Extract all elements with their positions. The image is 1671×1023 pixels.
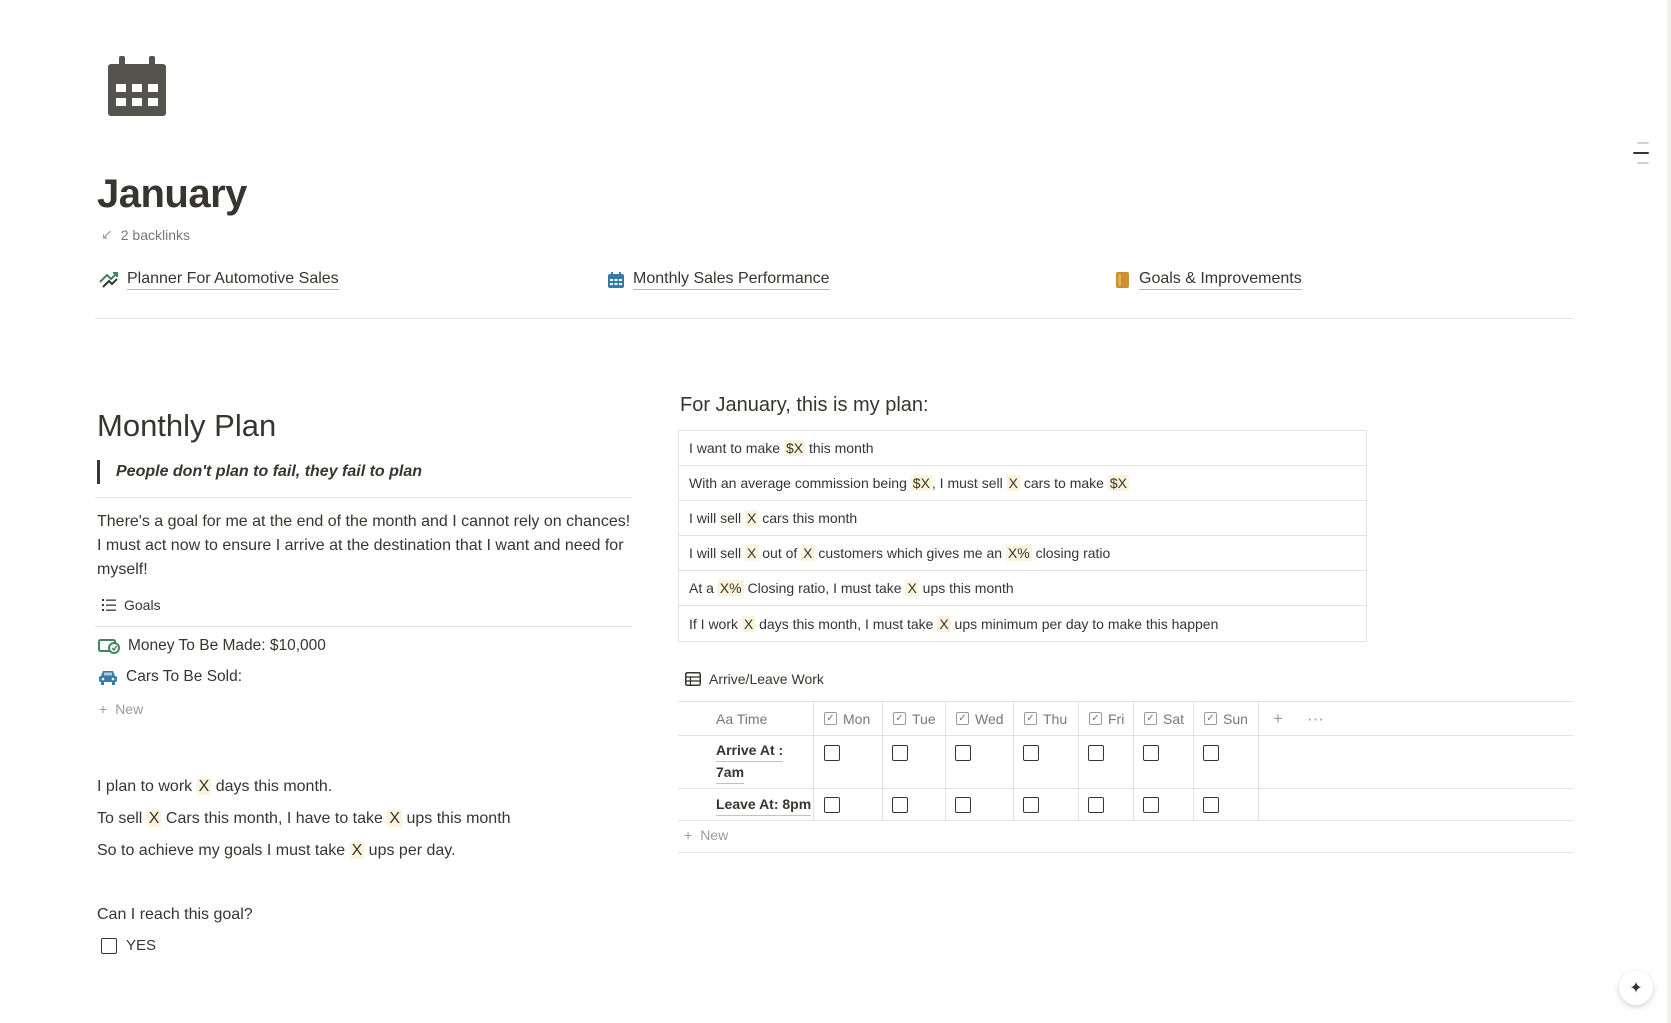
book-icon xyxy=(1115,271,1131,289)
calendar-icon xyxy=(607,271,625,289)
checkbox-cell-thu[interactable] xyxy=(1014,736,1079,788)
plus-icon[interactable]: + xyxy=(1273,708,1283,728)
plan-row[interactable]: At a X% Closing ratio, I must take X ups this month xyxy=(679,571,1366,606)
question-line[interactable]: Can I reach this goal? xyxy=(97,906,253,923)
time-cell[interactable]: Arrive At : 7am xyxy=(678,736,814,788)
checkbox-cell-thu[interactable] xyxy=(1014,789,1079,820)
checkbox-cell-fri[interactable] xyxy=(1079,789,1134,820)
table-of-contents-indicator[interactable] xyxy=(1633,142,1649,172)
checkbox[interactable] xyxy=(1088,745,1104,761)
time-cell[interactable]: Leave At: 8pm xyxy=(678,789,814,820)
checkbox[interactable] xyxy=(1203,745,1219,761)
column-header-fri[interactable]: ✓ Fri xyxy=(1079,702,1134,735)
column-header-thu[interactable]: ✓ Thu xyxy=(1014,702,1079,735)
checkbox[interactable] xyxy=(1143,797,1159,813)
column-header-tue[interactable]: ✓ Tue xyxy=(883,702,946,735)
divider xyxy=(95,497,632,498)
column-header-time[interactable]: Aa Time xyxy=(678,702,814,735)
new-label: New xyxy=(700,827,729,843)
checkbox-cell-wed[interactable] xyxy=(946,789,1014,820)
plan-row[interactable]: If I work X days this month, I must take X ups minimum per day to make this happen xyxy=(689,615,1219,632)
plan-row[interactable]: I want to make $X this month xyxy=(679,431,1366,466)
goal-item-money[interactable] xyxy=(98,637,326,655)
backlink-arrow-icon: ↙ xyxy=(101,226,113,242)
calendar-icon xyxy=(106,56,168,118)
link-goals-and-improvements[interactable] xyxy=(1115,270,1302,290)
ellipsis-icon[interactable]: ··· xyxy=(1306,708,1324,728)
checkbox[interactable] xyxy=(824,745,840,761)
yes-todo[interactable] xyxy=(101,937,156,954)
checkbox[interactable] xyxy=(892,745,908,761)
new-label: New xyxy=(115,701,144,717)
checkbox[interactable] xyxy=(1023,745,1039,761)
link-label: Planner For Automotive Sales xyxy=(127,270,339,290)
goal-item-cars[interactable] xyxy=(98,668,242,686)
goals-view-tab[interactable] xyxy=(102,597,161,613)
checkbox[interactable] xyxy=(955,797,971,813)
plus-icon: + xyxy=(99,701,108,717)
divider xyxy=(95,626,632,627)
trend-arrow-icon xyxy=(99,271,119,289)
work-days-line[interactable]: I plan to work X days this month. xyxy=(97,778,333,795)
goal-label: Money To Be Made: $10,000 xyxy=(128,637,326,654)
checkbox-cell-sat[interactable] xyxy=(1134,736,1194,788)
checkbox[interactable] xyxy=(892,797,908,813)
link-label: Monthly Sales Performance xyxy=(633,270,830,290)
column-header-sat[interactable]: ✓ Sat xyxy=(1134,702,1194,735)
intro-paragraph[interactable]: There's a goal for me at the end of the month and I cannot rely on chances! I must act now to ensure I arrive at the destination that I want and need for myself! xyxy=(97,513,631,578)
plan-row[interactable]: I will sell X cars this month xyxy=(679,501,1366,536)
divider xyxy=(678,852,1573,853)
db-header-row xyxy=(678,701,1573,735)
backlinks[interactable] xyxy=(101,226,190,243)
link-label: Goals & Improvements xyxy=(1139,270,1302,290)
car-icon xyxy=(98,669,118,685)
checkbox[interactable] xyxy=(955,745,971,761)
column-header-sun[interactable]: ✓ Sun xyxy=(1194,702,1259,735)
yes-label: YES xyxy=(126,937,157,954)
checkbox-property-icon: ✓ xyxy=(893,712,906,725)
checkbox-property-icon: ✓ xyxy=(1144,712,1157,725)
column-header-wed[interactable]: ✓ Wed xyxy=(946,702,1014,735)
checkbox-property-icon: ✓ xyxy=(1089,712,1102,725)
yes-checkbox[interactable] xyxy=(101,938,117,954)
divider xyxy=(95,318,1573,319)
checkbox-cell-sun[interactable] xyxy=(1194,789,1259,820)
list-icon xyxy=(102,599,116,611)
plan-table xyxy=(678,430,1367,642)
checkbox-property-icon: ✓ xyxy=(1204,712,1217,725)
checkbox-cell-sat[interactable] xyxy=(1134,789,1194,820)
db-row-leave[interactable] xyxy=(678,788,1573,821)
db-title-label: Arrive/Leave Work xyxy=(709,671,824,687)
checkbox-cell-tue[interactable] xyxy=(883,736,946,788)
checkbox-cell-wed[interactable] xyxy=(946,736,1014,788)
checkbox[interactable] xyxy=(1143,745,1159,761)
ai-sparkle-button[interactable] xyxy=(1619,971,1653,1005)
page-title[interactable]: January xyxy=(97,172,247,216)
monthly-plan-heading[interactable]: Monthly Plan xyxy=(97,408,277,443)
checkbox-cell-sun[interactable] xyxy=(1194,736,1259,788)
checkbox-property-icon: ✓ xyxy=(1024,712,1037,725)
sparkle-icon: ✦ xyxy=(1629,980,1643,997)
plan-heading[interactable]: For January, this is my plan: xyxy=(680,394,929,416)
checkbox-cell-tue[interactable] xyxy=(883,789,946,820)
goal-label: Cars To Be Sold: xyxy=(126,668,243,685)
link-monthly-sales-performance[interactable] xyxy=(607,270,830,290)
goals-label: Goals xyxy=(124,597,161,613)
checkbox-cell-mon[interactable] xyxy=(814,736,883,788)
scrollbar[interactable] xyxy=(1667,0,1671,1023)
arrive-leave-database xyxy=(678,701,1573,821)
money-icon xyxy=(98,638,120,654)
link-planner-for-automotive-sales[interactable] xyxy=(99,270,339,290)
sell-cars-line[interactable]: To sell X Cars this month, I have to take X ups this month xyxy=(97,810,511,827)
plan-row[interactable]: I will sell X out of X customers which gives me an X% closing ratio xyxy=(679,536,1366,571)
goals-new-button[interactable] xyxy=(99,701,143,717)
checkbox-cell-fri[interactable] xyxy=(1079,736,1134,788)
checkbox[interactable] xyxy=(1023,797,1039,813)
column-header-mon[interactable]: ✓ Mon xyxy=(814,702,883,735)
checkbox[interactable] xyxy=(1088,797,1104,813)
achieve-goals-line[interactable]: So to achieve my goals I must take X ups per day. xyxy=(97,842,456,859)
plus-icon: + xyxy=(684,827,693,843)
add-column-controls xyxy=(1259,702,1324,735)
db-row-arrive[interactable] xyxy=(678,735,1573,788)
page-links-row xyxy=(97,270,1573,300)
checkbox[interactable] xyxy=(1203,797,1219,813)
table-icon xyxy=(685,672,701,686)
checkbox-cell-mon[interactable] xyxy=(814,789,883,820)
plan-row[interactable]: With an average commission being $X , I must sell X cars to make $X xyxy=(679,466,1366,501)
backlinks-label: 2 backlinks xyxy=(120,226,190,243)
db-new-row-button[interactable] xyxy=(684,827,728,843)
quote-block[interactable]: People don't plan to fail, they fail to plan xyxy=(97,460,422,484)
checkbox-property-icon: ✓ xyxy=(956,712,969,725)
checkbox[interactable] xyxy=(824,797,840,813)
arrive-leave-db-title[interactable] xyxy=(685,671,824,687)
checkbox-property-icon: ✓ xyxy=(824,712,837,725)
